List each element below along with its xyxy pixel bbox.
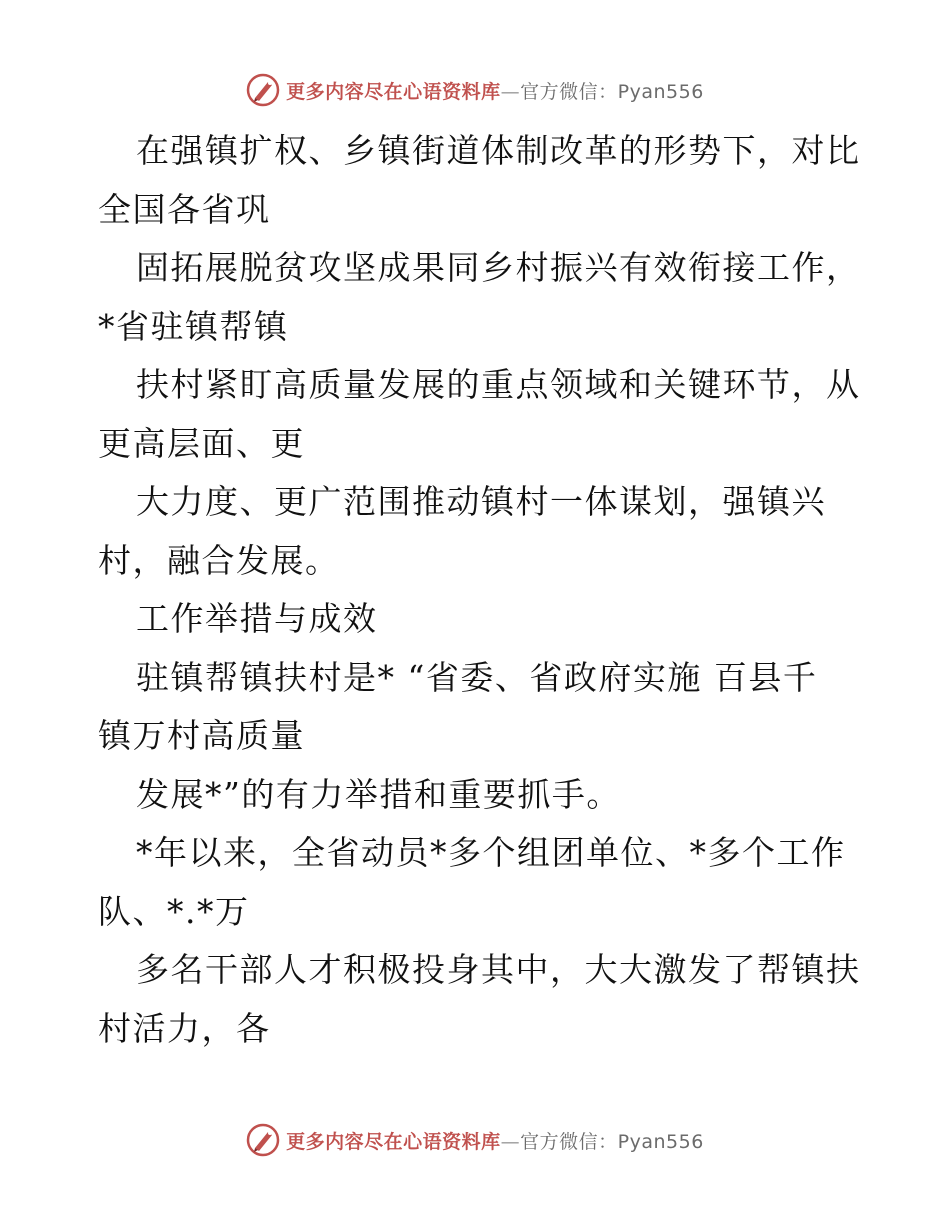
- pen-logo-icon: [246, 73, 280, 107]
- paragraph-line: 驻镇帮镇扶村是* “省委、省政府实施 百县千: [136, 657, 818, 697]
- paragraph-line: 扶村紧盯高质量发展的重点领域和关键环节，从: [136, 365, 861, 404]
- watermark-dash: —: [500, 80, 521, 103]
- paragraph-line: 队、*.*万: [98, 891, 250, 931]
- watermark-text: [286, 77, 704, 104]
- paragraph-line: 多名干部人才积极投身其中，大大激发了帮镇扶: [136, 950, 861, 989]
- header-watermark: [0, 70, 950, 110]
- watermark-wechat-text: 官方微信：Pyan556: [520, 1130, 704, 1153]
- watermark-site-text: 更多内容尽在心语资料库: [286, 1130, 501, 1153]
- paragraph-line: *省驻镇帮镇: [98, 306, 289, 346]
- watermark-dash: —: [500, 1130, 521, 1153]
- paragraph-line: 更高层面、更: [98, 423, 305, 463]
- watermark-wechat-text: 官方微信：Pyan556: [520, 80, 704, 103]
- paragraph-line: 村活力，各: [98, 1008, 271, 1048]
- watermark-site-text: 更多内容尽在心语资料库: [286, 80, 501, 103]
- pen-logo-icon: [246, 1123, 280, 1157]
- document-body: [98, 122, 878, 1058]
- watermark-text: [286, 1127, 704, 1154]
- paragraph-line: 全国各省巩: [98, 189, 271, 229]
- paragraph-line: 在强镇扩权、乡镇街道体制改革的形势下，对比: [136, 131, 861, 170]
- section-heading: 工作举措与成效: [136, 599, 378, 638]
- paragraph-line: 发展*”的有力举措和重要抓手。: [136, 774, 621, 814]
- paragraph-line: 村，融合发展。: [98, 540, 340, 580]
- paragraph-line: 固拓展脱贫攻坚成果同乡村振兴有效衔接工作，: [136, 248, 861, 287]
- footer-watermark: [0, 1120, 950, 1160]
- paragraph-line: *年以来，全省动员*多个组团单位、*多个工作: [136, 833, 846, 872]
- paragraph-line: 镇万村高质量: [98, 716, 305, 755]
- paragraph-line: 大力度、更广范围推动镇村一体谋划，强镇兴: [136, 482, 826, 521]
